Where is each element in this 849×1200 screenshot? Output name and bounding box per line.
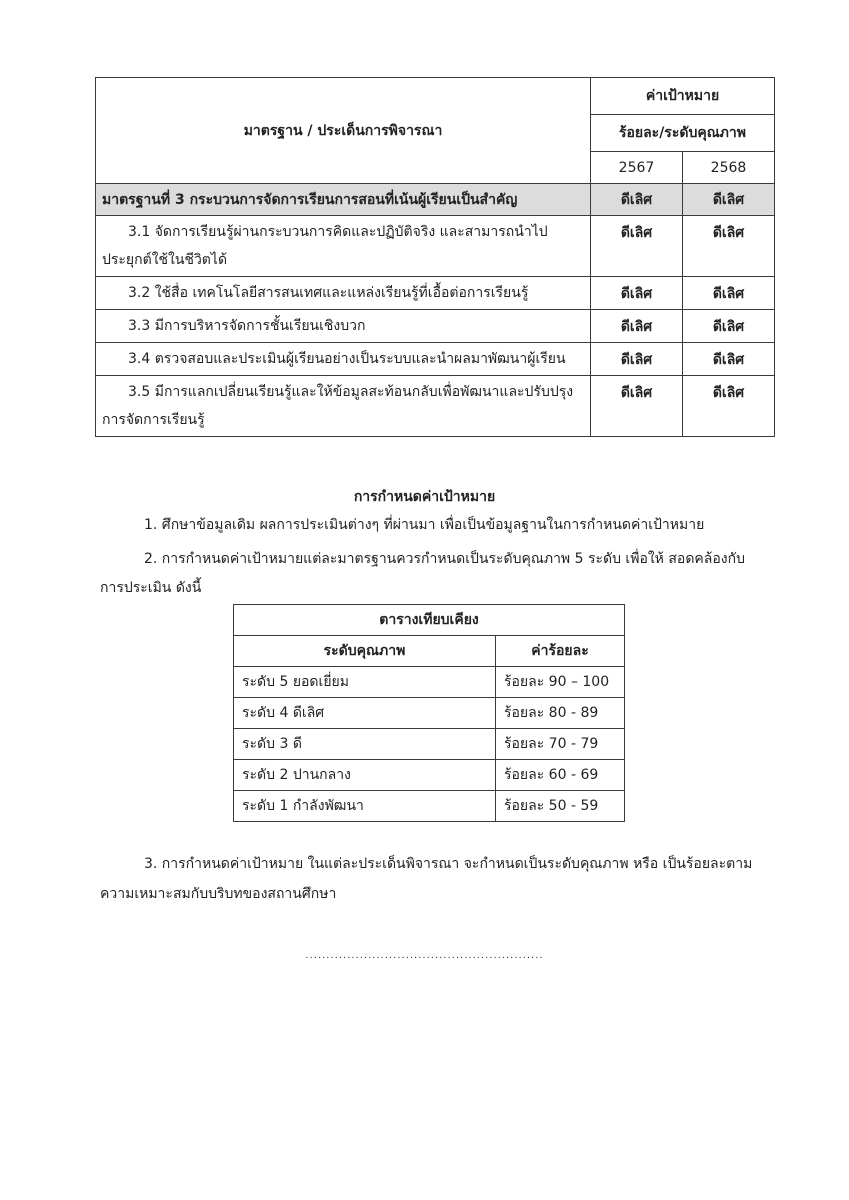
- item-value: ดีเลิศ: [683, 277, 775, 310]
- paragraph-1-text: 1. ศึกษาข้อมูลเดิม ผลการประเมินต่างๆ ที่ผ่านมา เพื่อเป็นข้อมูลฐานในการกำหนดค่าเป้าหมาย: [144, 517, 705, 533]
- dotted-separator: .........................................................: [305, 950, 544, 961]
- table-row: [96, 216, 775, 277]
- table-row: [96, 310, 775, 343]
- standard-value-2568: ดีเลิศ: [683, 184, 775, 216]
- item-text-cont: ประยุกต์ใช้ในชีวิตได้: [102, 252, 228, 268]
- item-text: 3.2 ใช้สื่อ เทคโนโลยีสารสนเทศและแหล่งเรียนรู้ที่เอื้อต่อการเรียนรู้: [128, 285, 529, 301]
- item-text: 3.3 มีการบริหารจัดการชั้นเรียนเชิงบวก: [128, 318, 366, 334]
- level-cell: ระดับ 4 ดีเลิศ: [234, 698, 496, 729]
- paragraph-3-line1: 3. การกำหนดค่าเป้าหมาย ในแต่ละประเด็นพิจารณา จะกำหนดเป็นระดับคุณภาพ หรือ เป็นร้อยละตาม: [144, 856, 753, 872]
- item-text-cont: การจัดการเรียนรู้: [102, 412, 205, 428]
- item-value: ดีเลิศ: [683, 376, 775, 437]
- table-row: [234, 791, 625, 822]
- level-cell: ระดับ 2 ปานกลาง: [234, 760, 496, 791]
- pct-cell: ร้อยละ 80 - 89: [496, 698, 625, 729]
- table-row: [234, 760, 625, 791]
- level-cell: ระดับ 1 กำลังพัฒนา: [234, 791, 496, 822]
- header-standard: มาตรฐาน / ประเด็นการพิจารณา: [96, 78, 591, 184]
- pct-cell: ร้อยละ 50 - 59: [496, 791, 625, 822]
- item-value: ดีเลิศ: [683, 310, 775, 343]
- table-row: [96, 343, 775, 376]
- year-2568: 2568: [683, 152, 775, 184]
- paragraph-1: [104, 511, 764, 539]
- item-value: ดีเลิศ: [683, 343, 775, 376]
- pct-cell: ร้อยละ 70 - 79: [496, 729, 625, 760]
- item-value: ดีเลิศ: [591, 343, 683, 376]
- paragraph-3-cont: ความเหมาะสมกับบริบทของสถานศึกษา: [100, 886, 337, 902]
- header-unit: ร้อยละ/ระดับคุณภาพ: [591, 115, 775, 152]
- targets-table: [95, 77, 775, 437]
- table-row: [234, 729, 625, 760]
- standard-row: [96, 184, 775, 216]
- item-value: ดีเลิศ: [683, 216, 775, 277]
- item-value: ดีเลิศ: [591, 277, 683, 310]
- paragraph-2-line1: 2. การกำหนดค่าเป้าหมายแต่ละมาตรฐานควรกำหนดเป็นระดับคุณภาพ 5 ระดับ เพื่อให้ สอดคล้องกับ: [144, 551, 745, 567]
- section-title: การกำหนดค่าเป้าหมาย: [353, 489, 496, 505]
- pct-cell: ร้อยละ 90 – 100: [496, 667, 625, 698]
- item-value: ดีเลิศ: [591, 376, 683, 437]
- level-cell: ระดับ 3 ดี: [234, 729, 496, 760]
- pct-cell: ร้อยละ 60 - 69: [496, 760, 625, 791]
- level-cell: ระดับ 5 ยอดเยี่ยม: [234, 667, 496, 698]
- table-row: [96, 277, 775, 310]
- item-text: 3.4 ตรวจสอบและประเมินผู้เรียนอย่างเป็นระบบและนำผลมาพัฒนาผู้เรียน: [128, 351, 566, 367]
- comparison-title: ตารางเทียบเคียง: [234, 605, 625, 636]
- item-text: 3.1 จัดการเรียนรู้ผ่านกระบวนการคิดและปฏิบัติจริง และสามารถนำไป: [128, 224, 548, 240]
- paragraph-2: [104, 545, 764, 573]
- item-text: 3.5 มีการแลกเปลี่ยนเรียนรู้และให้ข้อมูลสะท้อนกลับเพื่อพัฒนาและปรับปรุง: [128, 384, 574, 400]
- table-row: [234, 698, 625, 729]
- comparison-table: [233, 604, 625, 822]
- paragraph-2-cont: การประเมิน ดังนี้: [100, 580, 202, 596]
- standard-value-2567: ดีเลิศ: [591, 184, 683, 216]
- col-percentage: ค่าร้อยละ: [496, 636, 625, 667]
- item-value: ดีเลิศ: [591, 216, 683, 277]
- item-value: ดีเลิศ: [591, 310, 683, 343]
- table-row: [96, 376, 775, 437]
- standard-label: มาตรฐานที่ 3 กระบวนการจัดการเรียนการสอนที่เน้นผู้เรียนเป็นสำคัญ: [96, 184, 591, 216]
- header-target: ค่าเป้าหมาย: [591, 78, 775, 115]
- col-quality-level: ระดับคุณภาพ: [234, 636, 496, 667]
- paragraph-3: [104, 850, 764, 878]
- table-row: [234, 667, 625, 698]
- year-2567: 2567: [591, 152, 683, 184]
